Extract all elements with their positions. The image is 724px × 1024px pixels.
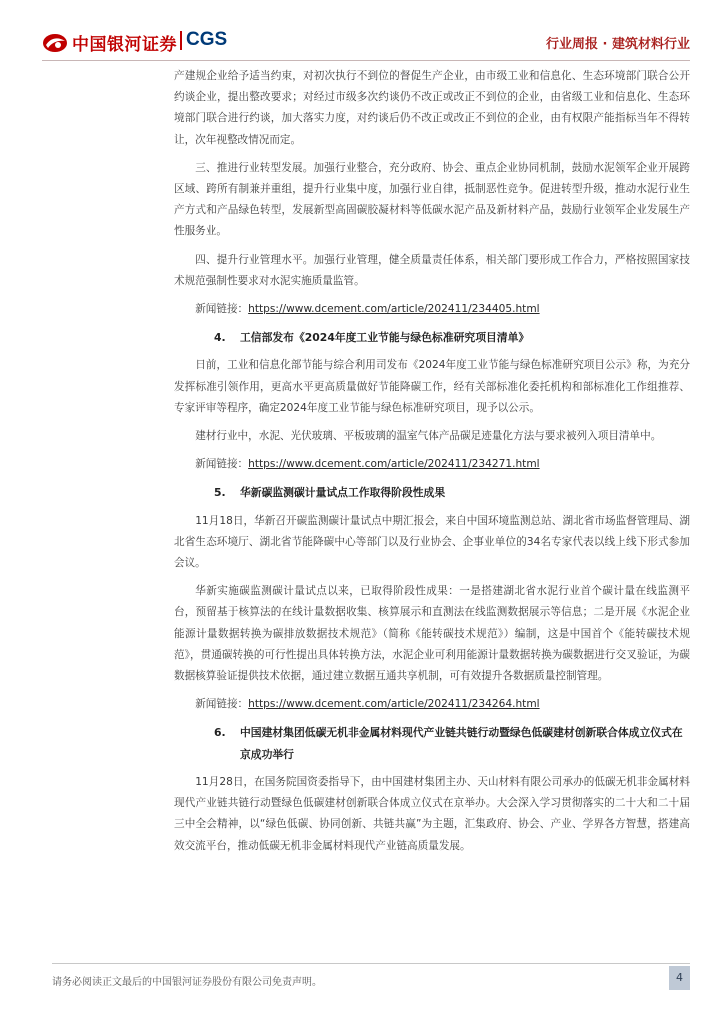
news-link-label: 新闻链接： (195, 698, 249, 711)
section-number: 5. (214, 486, 226, 500)
report-type-label: 行业周报 · 建筑材料行业 (546, 37, 690, 52)
paragraph: 三、推进行业转型发展。加强行业整合，充分政府、协会、重点企业协同机制，鼓励水泥领军企业开展跨区域、跨所有制兼并重组，提升行业集中度，加强行业自律，抵制恶性竞争。促进转型升级，推动水泥行业生产方式和产品绿色转型，发展新型高固碳胶凝材料等低碳水泥产品及新材料产品，鼓励行业领军企业发展生产性服务业。 (174, 161, 690, 238)
paragraph: 日前，工业和信息化部节能与综合利用司发布《2024年度工业节能与绿色标准研究项目公示》称，为充分发挥标准引领作用，更高水平更高质量做好节能降碳工作，经有关部标准化委托机构和部标准化工作组推荐、专家评审等程序，确定2024年度工业节能与绿色标准研究项目，现予以公示。 (174, 359, 690, 414)
news-link-line (174, 694, 690, 715)
paragraph: 产建规企业给予适当约束，对初次执行不到位的督促生产企业，由市级工业和信息化、生态环境部门联合公开约谈企业，提出整改要求；对经过市级多次约谈仍不改正或改正不到位的企业，由省级工业和信息化、生态环境部门联合进行约谈，加大落实力度，对约谈后仍不改正或改正不到位的企业，由有权限产能指标当年不得转让，次年视整改情况而定。 (174, 70, 690, 146)
news-link-line (174, 454, 690, 475)
paragraph: 四、提升行业管理水平。加强行业管理，健全质量责任体系，相关部门要形成工作合力，严格按照国家技术规范强制性要求对水泥实施质量监管。 (174, 253, 690, 287)
paragraph: 华新实施碳监测碳计量试点以来，已取得阶段性成果：一是搭建湖北省水泥行业首个碳计量在线监测平台，预留基于核算法的在线计量数据收集、核算展示和直测法在线监测数据展示等信息；二是开展《水泥企业能源计量数据转换为碳排放数据技术规范》（简称《能转碳技术规范》）编制，这是中国首个《能转碳技术规范》，贯通碳转换的可行性提出具体转换方法，水泥企业可利用能源计量数据转换为碳数据进行交叉验证，为碳数据核算验证提供技术依据，通过建立数据互通共享机制，可有效提升各数据质量控制管理。 (174, 585, 690, 683)
section-heading (174, 482, 690, 503)
news-link-label: 新闻链接： (195, 458, 249, 471)
news-link[interactable]: https://www.dcement.com/article/202411/234405.html (248, 303, 540, 316)
news-link[interactable]: https://www.dcement.com/article/202411/234264.html (248, 698, 540, 711)
logo-chinese-name: 中国银河证券 (72, 35, 177, 55)
news-link-label: 新闻链接： (195, 303, 249, 316)
logo-divider (180, 31, 182, 50)
article-body (174, 66, 690, 857)
section-title: 工信部发布《2024年度工业节能与绿色标准研究项目清单》 (240, 331, 530, 345)
paragraph: 建材行业中，水泥、光伏玻璃、平板玻璃的温室气体产品碳足迹量化方法与要求被列入项目清单中。 (195, 430, 662, 443)
header-divider (42, 60, 690, 61)
company-logo-icon (42, 33, 68, 53)
footer-divider (52, 963, 690, 964)
logo-english-name: CGS (186, 29, 228, 50)
section-heading (174, 327, 690, 348)
news-link[interactable]: https://www.dcement.com/article/202411/234271.html (248, 458, 540, 471)
paragraph: 11月28日，在国务院国资委指导下，由中国建材集团主办、天山材料有限公司承办的低碳无机非金属材料现代产业链共链行动暨绿色低碳建材创新联合体成立仪式在京举办。大会深入学习贯彻落实的二十大和二十届三中全会精神，以“绿色低碳、协同创新、共链共赢”为主题，汇集政府、协会、产业、学界各方智慧，搭建高效交流平台，推动低碳无机非金属材料现代产业链高质量发展。 (174, 775, 690, 852)
paragraph: 11月18日，华新召开碳监测碳计量试点中期汇报会，来自中国环境监测总站、湖北省市场监督管理局、湖北省生态环境厅、湖北省节能降碳中心等部门以及行业协会、企事业单位的34名专家代表以线上线下形式参加会议。 (174, 514, 690, 570)
section-title: 中国建材集团低碳无机非金属材料现代产业链共链行动暨绿色低碳建材创新联合体成立仪式在京成功举行 (240, 726, 683, 761)
page-header (0, 0, 724, 70)
section-heading (174, 722, 690, 764)
news-link-line (174, 299, 690, 320)
page-number: 4 (669, 966, 690, 990)
section-title: 华新碳监测碳计量试点工作取得阶段性成果 (240, 486, 446, 500)
footer-disclaimer: 请务必阅读正文最后的中国银河证券股份有限公司免责声明。 (52, 977, 322, 988)
section-number: 4. (214, 331, 226, 345)
section-number: 6. (214, 726, 226, 740)
